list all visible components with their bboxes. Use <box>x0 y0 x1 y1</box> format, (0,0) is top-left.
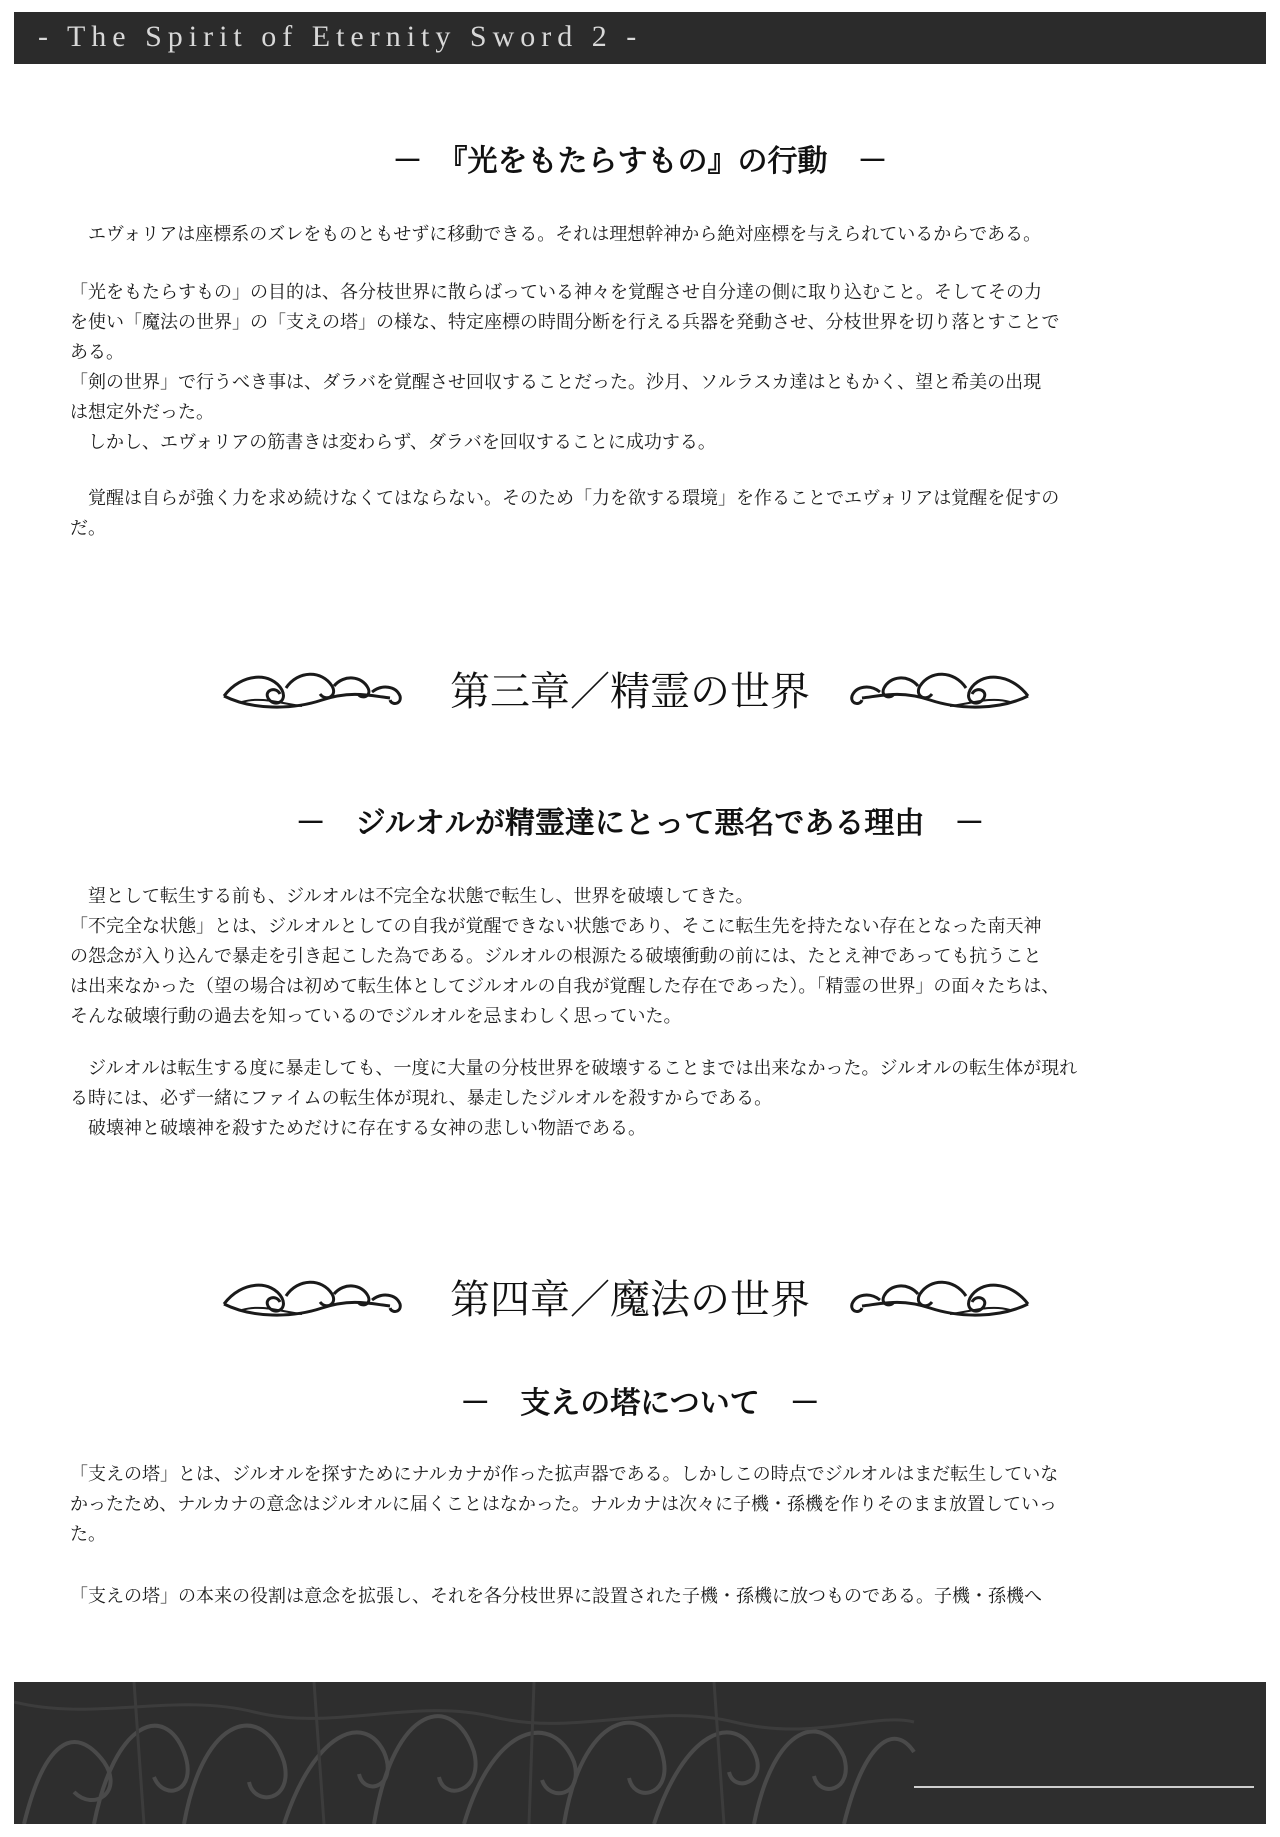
text-line: 望として転生する前も、ジルオルは不完全な状態で転生し、世界を破壊してきた。 <box>70 886 754 907</box>
text-line: 「支えの塔」の本来の役割は意念を拡張し、それを各分枝世界に設置された子機・孫機に放つものである。子機・孫機へ <box>70 1586 1042 1607</box>
paragraph <box>70 1582 1200 1612</box>
chapter-title: 第三章／精霊の世界 <box>450 669 810 715</box>
ornament-flourish-icon <box>222 1274 412 1324</box>
chapter-header-spirit-world <box>0 656 1280 726</box>
text-line: かったため、ナルカナの意念はジルオルに届くことはなかった。ナルカナは次々に子機・孫機を作りそのまま放置していっ <box>70 1494 1058 1515</box>
section-heading-jiruoru-reason: － ジルオルが精霊達にとって悪名である理由 － <box>295 806 985 841</box>
text-line: エヴォリアは座標系のズレをものともせずに移動できる。それは理想幹神から絶対座標を与えられているからである。 <box>70 224 1042 245</box>
text-line: は想定外だった。 <box>70 402 214 423</box>
text-line: だ。 <box>70 518 106 539</box>
text-line: 「支えの塔」とは、ジルオルを探すためにナルカナが作った拡声器である。しかしこの時点でジルオルはまだ転生していな <box>70 1464 1059 1485</box>
text-line: そんな破壊行動の過去を知っているのでジルオルを忌まわしく思っていた。 <box>70 1006 682 1027</box>
text-line: を使い「魔法の世界」の「支えの塔」の様な、特定座標の時間分断を行える兵器を発動させ、分枝世界を切り落とすことで <box>70 312 1060 333</box>
paragraph <box>70 1054 1200 1144</box>
paragraph <box>70 882 1200 1032</box>
paragraph <box>70 220 1200 250</box>
text-line: の怨念が入り込んで暴走を引き起こした為である。ジルオルの根源たる破壊衝動の前には、たとえ神であっても抗うこと <box>70 946 1042 967</box>
footer-rule <box>914 1786 1254 1788</box>
footer-band <box>14 1682 1266 1824</box>
text-line: 覚醒は自らが強く力を求め続けなくてはならない。そのため「力を欲する環境」を作ることでエヴォリアは覚醒を促すの <box>70 488 1060 509</box>
text-line: 「光をもたらすもの」の目的は、各分枝世界に散らばっている神々を覚醒させ自分達の側に取り込むこと。そしてその力 <box>70 282 1042 303</box>
paragraph <box>70 1460 1200 1550</box>
paragraph <box>70 484 1200 544</box>
ornament-flourish-icon <box>840 1274 1030 1324</box>
text-line: ジルオルは転生する度に暴走しても、一度に大量の分枝世界を破壊することまでは出来なかった。ジルオルの転生体が現れ <box>70 1058 1078 1079</box>
text-line: 「剣の世界」で行うべき事は、ダラバを覚醒させ回収することだった。沙月、ソルラスカ達はともかく、望と希美の出現 <box>70 372 1042 393</box>
ornament-flourish-icon <box>222 666 412 716</box>
section-heading-support-tower: － 支えの塔について － <box>460 1386 820 1421</box>
decorative-pattern-icon <box>14 1682 1266 1824</box>
text-line: る時には、必ず一緒にファイムの転生体が現れ、暴走したジルオルを殺すからである。 <box>70 1088 773 1109</box>
text-line: は出来なかった（望の場合は初めて転生体としてジルオルの自我が覚醒した存在であった）。「精霊の世界」の面々たちは、 <box>70 976 1060 997</box>
text-line: 破壊神と破壊神を殺すためだけに存在する女神の悲しい物語である。 <box>70 1118 646 1139</box>
text-line: ある。 <box>70 342 124 363</box>
ornament-flourish-icon <box>840 666 1030 716</box>
text-line: 「不完全な状態」とは、ジルオルとしての自我が覚醒できない状態であり、そこに転生先を持たない存在となった南天神 <box>70 916 1042 937</box>
book-title: - The Spirit of Eternity Sword 2 - <box>38 20 643 53</box>
chapter-title: 第四章／魔法の世界 <box>450 1277 810 1323</box>
header-band <box>14 12 1266 64</box>
section-heading-light-bringers: － 『光をもたらすもの』の行動 － <box>392 144 888 179</box>
text-line: しかし、エヴォリアの筋書きは変わらず、ダラバを回収することに成功する。 <box>70 432 716 453</box>
chapter-header-magic-world <box>0 1264 1280 1334</box>
text-line: た。 <box>70 1524 106 1545</box>
paragraph <box>70 278 1200 458</box>
